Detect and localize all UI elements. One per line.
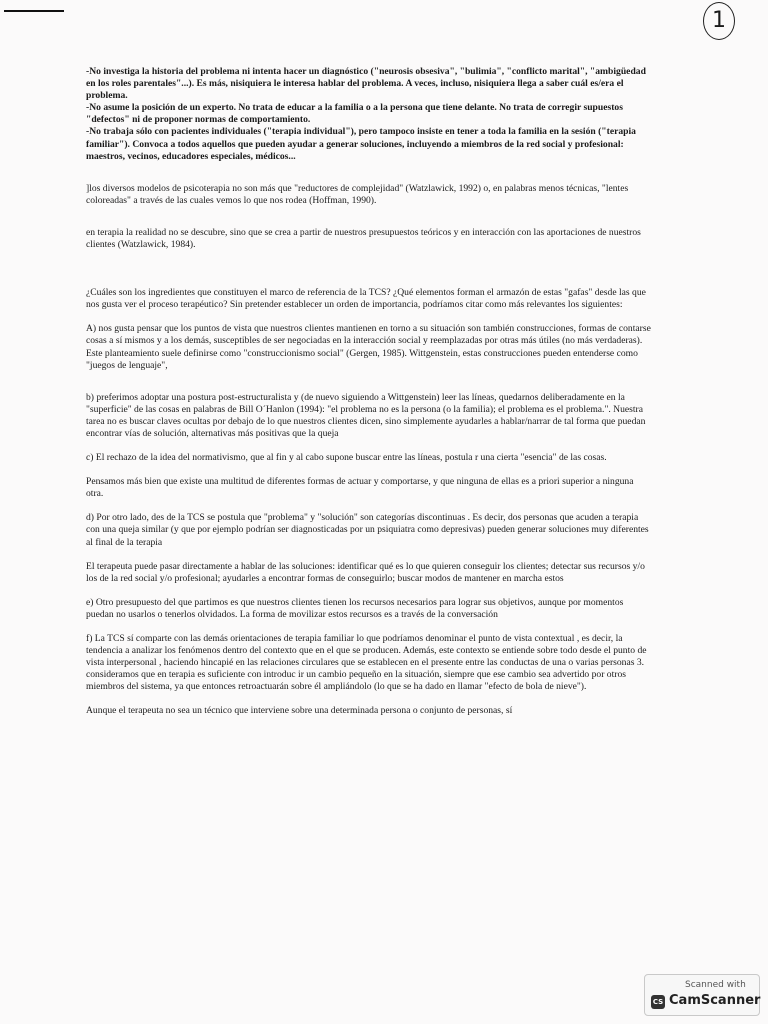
paragraph: d) Por otro lado, des de la TCS se postula que "problema" y "solución" son categorías discontinuas . Es decir, dos personas que acuden a terapia con una queja similar (y que por ejemplo podrían ser diagnosticadas por un psiquiatra como depresivas) pueden generar soluciones muy diferentes al final de la terapia — [86, 512, 649, 548]
paragraph: f) La TCS sí comparte con las demás orientaciones de terapia familiar lo que podríamos denominar el punto de vista contextual , es decir, la tendencia a analizar los fenómenos dentro del contexto que en el que se producen. Además, este contexto se entiende sobre todo desde el punto de vista interpersonal , haciendo hincapié en las relaciones circulares que se establecen en el presente entre las conductas de una o varias personas 3. consideramos que en terapia es suficiente con introduc ir un cambio pequeño en la situación, siempre que ese cambio sea advertido por otros miembros del sistema, ya que entonces retroactuarán sobre él ampliándolo (lo que se ha dado en llamar "efecto de bola de nieve"). — [86, 633, 647, 693]
paragraph: c) El rechazo de la idea del normativismo, que al fin y al cabo supone buscar entre las líneas, postula r una cierta "esencia" de las cosas. — [86, 452, 607, 464]
document-body — [86, 66, 652, 718]
paragraph: Pensamos más bien que existe una multitud de diferentes formas de actuar y comportarse, y que ninguna de ellas es a priori superior a ninguna otra. — [86, 476, 634, 500]
paragraph: en terapia la realidad no se descubre, sino que se crea a partir de nuestros presupuestos teóricos y en interacción con las aportaciones de nuestros clientes (Watzlawick, 1984). — [86, 226, 641, 251]
page-number: 1 — [703, 2, 735, 40]
top-rule — [4, 10, 64, 12]
paragraph: A) nos gusta pensar que los puntos de vista que nuestros clientes mantienen en torno a su situación son también construcciones, formas de contarse cosas a sí mismos y a los demás, susceptibles de ser negociadas en la interacción social y reemplazadas por otras más útiles (no más verdaderas). Este planteamiento suele definirse como "construccionismo social" (Gergen, 1985). Wittgenstein, estas construcciones pueden entenderse como "juegos de lenguaje", — [86, 323, 651, 371]
paragraph: -No investiga la historia del problema ni intenta hacer un diagnóstico ("neurosis obsesiva", "bulimia", "conflicto marital", "ambigüedad en los roles parentales"...). Es más, nisiquiera le interesa hablar del problema. A veces, incluso, nisiquiera llega a saber cuál es/era el problema. — [86, 66, 646, 102]
paragraph: -No trabaja sólo con pacientes individuales ("terapia individual"), pero tampoco insiste en tener a toda la familia en la sesión ("terapia familiar"). Convoca a todos aquellos que pueden ayudar a generar soluciones, incluyendo a miembros de la red social y profesional: maestros, vecinos, educadores especiales, médicos... — [86, 126, 636, 162]
paragraph: ¿Cuáles son los ingredientes que constituyen el marco de referencia de la TCS? ¿Qué elementos forman el armazón de estas "gafas" desde las que nos gusta ver el proceso terapéutico? Sin pretender establecer un orden de importancia, podríamos citar como más relevantes los siguientes: — [86, 287, 646, 311]
camscanner-logo-icon: CS — [651, 995, 665, 1009]
paragraph: -No asume la posición de un experto. No trata de educar a la familia o a la persona que tiene delante. No trata de corregir supuestos "defectos" ni de proponer normas de comportamiento. — [86, 102, 623, 126]
paragraph: El terapeuta puede pasar directamente a hablar de las soluciones: identificar qué es lo que quieren conseguir los clientes; detectar sus recursos y/o los de la red social y/o profesional; ayudarles a encontrar formas de conseguirlo; buscar modos de mantener en marcha estos — [86, 560, 645, 584]
paragraph: e) Otro presupuesto del que partimos es que nuestros clientes tienen los recursos necesarios para lograr sus objetivos, aunque por momentos puedan no usarlos o tenerlos olvidados. La forma de movilizar estos recursos es a través de la conversación — [86, 596, 624, 620]
camscanner-watermark — [644, 974, 760, 1016]
watermark-caption: Scanned with — [685, 980, 746, 990]
paragraph: b) preferimos adoptar una postura post-estructuralista y (de nuevo siguiendo a Wittgenstein) leer las líneas, quedarnos deliberadamente en la "superficie" de las cosas en palabras de Bill O´Hanlon (1994): "el problema no es la persona (o la familia); el problema es el problema.". Nuestra tarea no es buscar claves ocultas por debajo de lo que nuestros clientes dicen, sino simplemente ayudarles a hablar/narrar de tal forma que puedan encontrar vías de solución, alternativas más positivas que la queja — [86, 391, 646, 439]
paragraph: ]los diversos modelos de psicoterapia no son más que "reductores de complejidad" (Watzlawick, 1992) o, en palabras menos técnicas, "lentes coloreadas" a través de las cuales vemos lo que nos rodea (Hoffman, 1990). — [86, 182, 629, 206]
paragraph: Aunque el terapeuta no sea un técnico que interviene sobre una determinada persona o conjunto de personas, sí — [86, 705, 513, 717]
watermark-name: CamScanner — [669, 993, 761, 1008]
